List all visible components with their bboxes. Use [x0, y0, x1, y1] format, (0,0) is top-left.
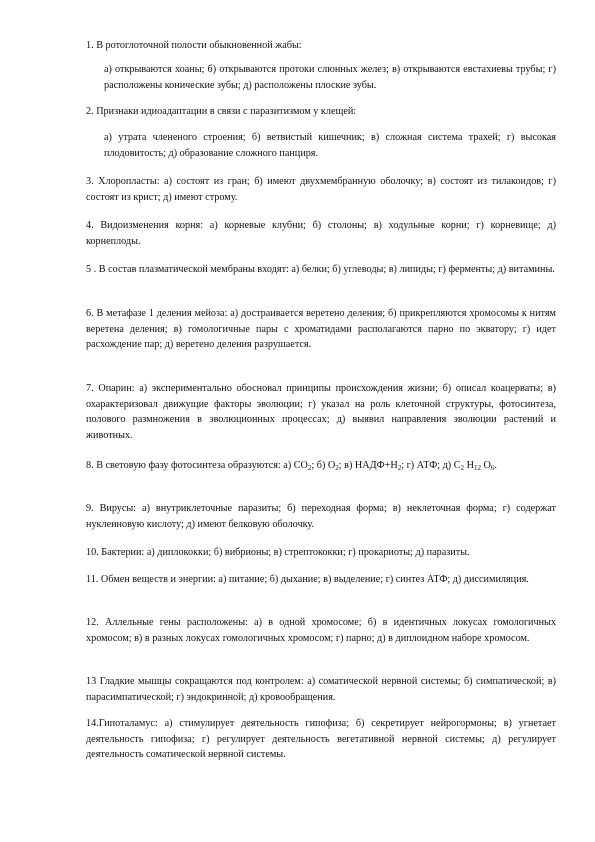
question-11: 11. Обмен веществ и энергии: а) питание; б) дыхание; в) выделение; г) синтез АТФ; д) диссимиляция.: [86, 574, 529, 585]
subscript: 2: [335, 464, 339, 472]
question-8-text-f: O: [480, 460, 491, 471]
question-2-options: а) утрата члененого строения; б) ветвистый кишечник; в) сложная система трахей; г) высокая плодовитость; д) образование сложного панциря.: [104, 132, 556, 159]
question-3: 3. Хлоропласты: а) состоят из гран; б) имеют двухмембранную оболочку; в) состоят из тилакоидов; г) состоят из крист; д) имеют строму.: [86, 176, 556, 203]
question-12: 12. Аллельные гены расположены: а) в одной хромосоме; б) в идентичных локусах гомологичных хромосом; в) в разных локусах гомологичных хромосом; г) парно; д) в диплоидном наборе хромосом.: [86, 617, 556, 644]
question-8-text-d: ; г) АТФ; д) C: [401, 460, 461, 471]
subscript: 12: [473, 464, 481, 472]
question-5: 5 . В состав плазматической мембраны входят: а) белки; б) углеводы; в) липиды; г) ферменты; д) витамины.: [86, 264, 555, 275]
question-8-text-b: ; б) O: [311, 460, 336, 471]
question-8-text-a: 8. В световую фазу фотосинтеза образуются: а) CO: [86, 460, 308, 471]
question-8-text-c: ; в) НАДФ+Н: [338, 460, 398, 471]
question-8-text-e: H: [464, 460, 474, 471]
question-4: 4. Видоизменения корня: а) корневые клубни; б) столоны; в) ходульные корни; г) корневище; д) корнеплоды.: [86, 220, 556, 247]
question-1-options: а) открываются хоаны; б) открываются протоки слюнных желез; в) открываются евстахиевы трубы; г) расположены конические зубы; д) расположены плоские зубы.: [104, 64, 556, 91]
question-13: 13 Гладкие мышцы сокращаются под контролем: а) соматической нервной системы; б) симпатической; в) парасимпатической; г) эндокринной; д) кровообращения.: [86, 676, 556, 703]
question-6: 6. В метафазе 1 деления мейоза: а) достраивается веретено деления; б) прикрепляются хромосомы к нитям веретена деления; в) гомологичные пары с хроматидами располагаются парно по экватору; г) идет расхождение пар; д) веретено деления разрушается.: [86, 308, 556, 350]
subscript: 6: [490, 464, 495, 472]
subscript: 2: [397, 464, 402, 472]
question-8-text-g: .: [494, 460, 497, 471]
question-8: [86, 458, 556, 474]
question-7: 7. Опарин: а) экспериментально обосновал принципы происхождения жизни; б) описал коацерваты; в) охарактеризовал движущие факторы эволюции; г) указал на роль клеточной структуры, фотосинтеза, полового размножения в эволюционных процессах; д) выявил направления эволюции растений и животных.: [86, 383, 556, 441]
question-14: 14.Гипоталамус: а) стимулирует деятельность гипофиза; б) секретирует нейрогормоны; в) угнетает деятельность гипофиза; г) регулирует деятельность вегетативной нервной системы; д) регулирует деятельность соматической нервной системы.: [86, 718, 556, 760]
subscript: 2: [307, 464, 312, 472]
question-9: 9. Вирусы: а) внутриклеточные паразиты; б) переходная форма; в) неклеточная форма; г) содержат нуклеиновую кислоту; д) имеют белковую оболочку.: [86, 503, 556, 530]
question-10: 10. Бактерии: а) диплококки; б) вибрионы; в) стрептококки; г) прокариоты; д) паразиты.: [86, 547, 470, 558]
question-1-stem: 1. В ротоглоточной полости обыкновенной жабы:: [86, 40, 302, 51]
subscript: 2: [460, 464, 465, 472]
question-2-stem: 2. Признаки идиоадаптации в связи с паразитизмом у клещей:: [86, 106, 357, 117]
